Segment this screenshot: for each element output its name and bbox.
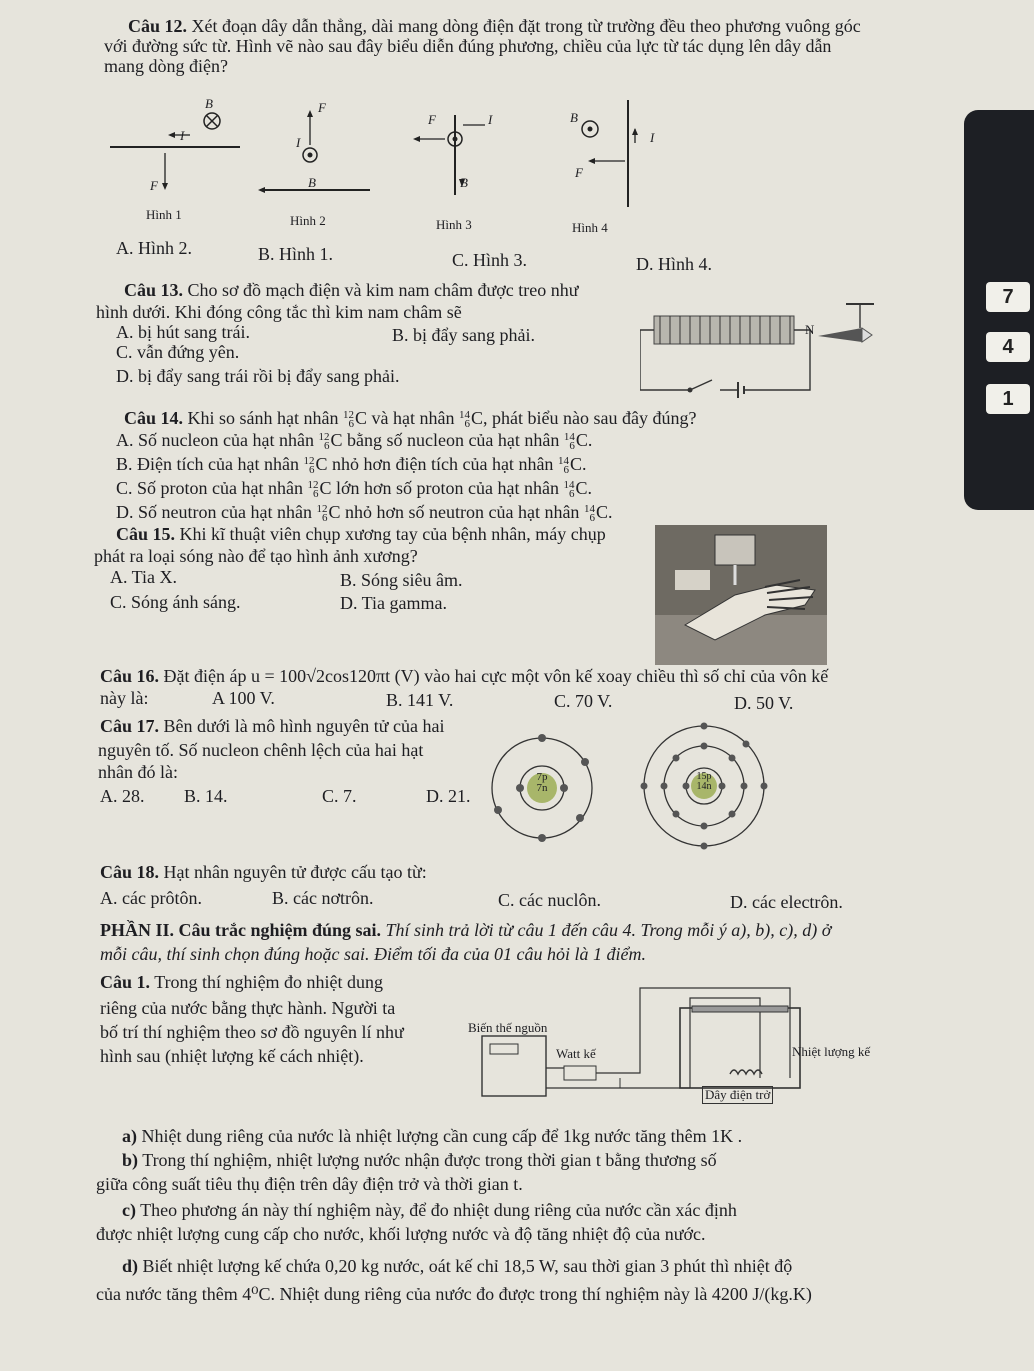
q15-option-a: A. Tia X.	[110, 567, 178, 587]
c1-line3: bố trí thí nghiệm theo sơ đồ nguyên lí như	[100, 1022, 404, 1042]
fig2-label: Hình 2	[290, 213, 326, 228]
fig3-B: B	[460, 175, 468, 190]
q17-option-d: D. 21.	[426, 786, 471, 806]
label-calorimeter: Nhiệt lượng kế	[792, 1044, 871, 1059]
q18-line1: Câu 18. Hạt nhân nguyên tử được cấu tạo từ:	[100, 862, 427, 882]
q17-line3: nhân đó là:	[98, 762, 178, 782]
fig3-label: Hình 3	[436, 217, 472, 232]
fig2-F: F	[318, 100, 326, 115]
q15-line1: Câu 15. Khi kĩ thuật viên chụp xương tay của bệnh nhân, máy chụp	[116, 524, 606, 544]
fig2-B: B	[308, 175, 316, 190]
c1-statement-a: a) Nhiệt dung riêng của nước là nhiệt lượng cần cung cấp để 1kg nước tăng thêm 1K .	[122, 1126, 743, 1146]
q12-option-a: A. Hình 2.	[116, 238, 192, 258]
q17-option-a: A. 28.	[100, 786, 145, 806]
q17-line1: Câu 17. Bên dưới là mô hình nguyên tử của hai	[100, 716, 445, 736]
fig4-B: B	[570, 110, 578, 125]
atom1-nucleus: 7p 7n	[536, 771, 548, 794]
c1-statement-c1: c) Theo phương án này thí nghiệm này, để đo nhiệt dung riêng của nước cần xác định	[122, 1200, 737, 1220]
c1-statement-b1: b) Trong thí nghiệm, nhiệt lượng nước nhận được trong thời gian t bằng thương số	[122, 1150, 717, 1170]
q17-line2: nguyên tố. Số nucleon chênh lệch của hai hạt	[98, 740, 424, 760]
q18-option-d: D. các electrôn.	[730, 892, 843, 912]
fig1-label: Hình 1	[146, 207, 182, 222]
q13-pole-n: N	[805, 322, 815, 337]
fig3-F: F	[428, 112, 436, 127]
q16-option-b: B. 141 V.	[386, 690, 454, 710]
fig1-I: I	[180, 128, 185, 143]
q16-option-d: D. 50 V.	[734, 693, 794, 713]
c1-statement-c2: được nhiệt lượng cung cấp cho nước, khối lượng nước và độ tăng nhiệt độ của nước.	[96, 1224, 706, 1244]
q12-option-b: B. Hình 1.	[258, 244, 334, 264]
fig4-I: I	[650, 130, 655, 145]
q16-line2: này là:	[100, 688, 149, 708]
part2-line2: mỗi câu, thí sinh chọn đúng hoặc sai. Điểm tối đa của 01 câu hỏi là 1 điểm.	[100, 944, 646, 964]
fig2-I: I	[296, 135, 301, 150]
q14-option-a: A. Số nucleon của hạt nhân 12 6 C bằng số nucleon của hạt nhân 14 6 C.	[116, 430, 593, 452]
q14-option-d: D. Số neutron của hạt nhân 12 6 C nhỏ hơn số neutron của hạt nhân 14 6 C.	[116, 502, 613, 524]
q15-option-d: D. Tia gamma.	[340, 593, 448, 613]
c1-statement-d1: d) Biết nhiệt lượng kế chứa 0,20 kg nước, oát kế chỉ 18,5 W, sau thời gian 3 phút thì nhiệt độ	[122, 1256, 793, 1276]
q15-line2: phát ra loại sóng nào để tạo hình ảnh xương?	[94, 546, 418, 566]
q16-option-a: A 100 V.	[212, 688, 275, 708]
q13-option-a: A. bị hút sang trái.	[116, 322, 250, 342]
q12-line2: với đường sức từ. Hình vẽ nào sau đây biểu diễn đúng phương, chiều của lực từ tác dụng lên dây dẫn	[104, 36, 832, 56]
fig1-F: F	[150, 178, 158, 193]
c1-line1: Câu 1. Trong thí nghiệm đo nhiệt dung	[100, 972, 384, 992]
q13-option-b: B. bị đẩy sang phải.	[392, 325, 535, 345]
q13-option-c: C. vẫn đứng yên.	[116, 342, 240, 362]
q13-option-d: D. bị đẩy sang trái rồi bị đẩy sang phải.	[116, 366, 400, 386]
atom2-nucleus: 15p 14n	[696, 771, 712, 792]
label-power-source: Biến thế nguồn	[468, 1020, 548, 1035]
calc-key-7: 7	[986, 282, 1030, 312]
q16-option-c: C. 70 V.	[554, 691, 613, 711]
q12-option-c: C. Hình 3.	[452, 250, 528, 270]
q14-option-c: C. Số proton của hạt nhân 12 6 C lớn hơn số proton của hạt nhân 14 6 C.	[116, 478, 593, 500]
c1-line2: riêng của nước bằng thực hành. Người ta	[100, 998, 396, 1018]
c1-line4: hình sau (nhiệt lượng kế cách nhiệt).	[100, 1046, 364, 1066]
q13-circuit	[640, 290, 880, 400]
fig4-label: Hình 4	[572, 220, 608, 235]
q14-line1: Câu 14. Khi so sánh hạt nhân 12 6 C và hạt nhân 14 6 C, phát biểu nào sau đây đúng?	[124, 408, 697, 430]
fig1-B: B	[205, 96, 213, 111]
q17-option-c: C. 7.	[322, 786, 357, 806]
q12-option-d: D. Hình 4.	[636, 254, 712, 274]
calculator-edge	[964, 110, 1034, 510]
q14-option-b: B. Điện tích của hạt nhân 12 6 C nhỏ hơn điện tích của hạt nhân 14 6 C.	[116, 454, 587, 476]
q12-line1: Câu 12. Xét đoạn dây dẫn thẳng, dài mang dòng điện đặt trong từ trường đều theo phương vuông góc	[128, 16, 861, 36]
c1-statement-d2: của nước tăng thêm 4⁰C. Nhiệt dung riêng của nước đo được trong thí nghiệm này là 4200 J/(kg.K)	[96, 1284, 812, 1304]
q13-line1: Câu 13. Cho sơ đồ mạch điện và kim nam châm được treo như	[124, 280, 579, 300]
q18-option-a: A. các prôtôn.	[100, 888, 202, 908]
q15-option-b: B. Sóng siêu âm.	[340, 570, 463, 590]
c1-statement-b2: giữa công suất tiêu thụ điện trên dây điện trở và thời gian t.	[96, 1174, 523, 1194]
q12-line3: mang dòng điện?	[104, 56, 228, 76]
q15-option-c: C. Sóng ánh sáng.	[110, 592, 241, 612]
fig3-I: I	[488, 112, 493, 127]
label-resistor-wire: Dây điện trở	[702, 1086, 773, 1104]
calc-key-4: 4	[986, 332, 1030, 362]
q15-xray-photo	[655, 525, 827, 665]
part2-line1: PHẦN II. Câu trắc nghiệm đúng sai. Thí sinh trả lời từ câu 1 đến câu 4. Trong mỗi ý a), b), c), d) ở	[100, 920, 832, 940]
calc-key-1: 1	[986, 384, 1030, 414]
q18-option-b: B. các nơtrôn.	[272, 888, 374, 908]
label-wattmeter: Watt kế	[556, 1046, 596, 1061]
fig4-F: F	[575, 165, 583, 180]
c1-experiment-diagram	[460, 978, 910, 1108]
q18-option-c: C. các nuclôn.	[498, 890, 601, 910]
q17-option-b: B. 14.	[184, 786, 228, 806]
q13-line2: hình dưới. Khi đóng công tắc thì kim nam châm sẽ	[96, 302, 462, 322]
q16-line1: Câu 16. Đặt điện áp u = 100√2cos120πt (V) vào hai cực một vôn kế xoay chiều thì số chỉ của vôn kế	[100, 666, 829, 686]
